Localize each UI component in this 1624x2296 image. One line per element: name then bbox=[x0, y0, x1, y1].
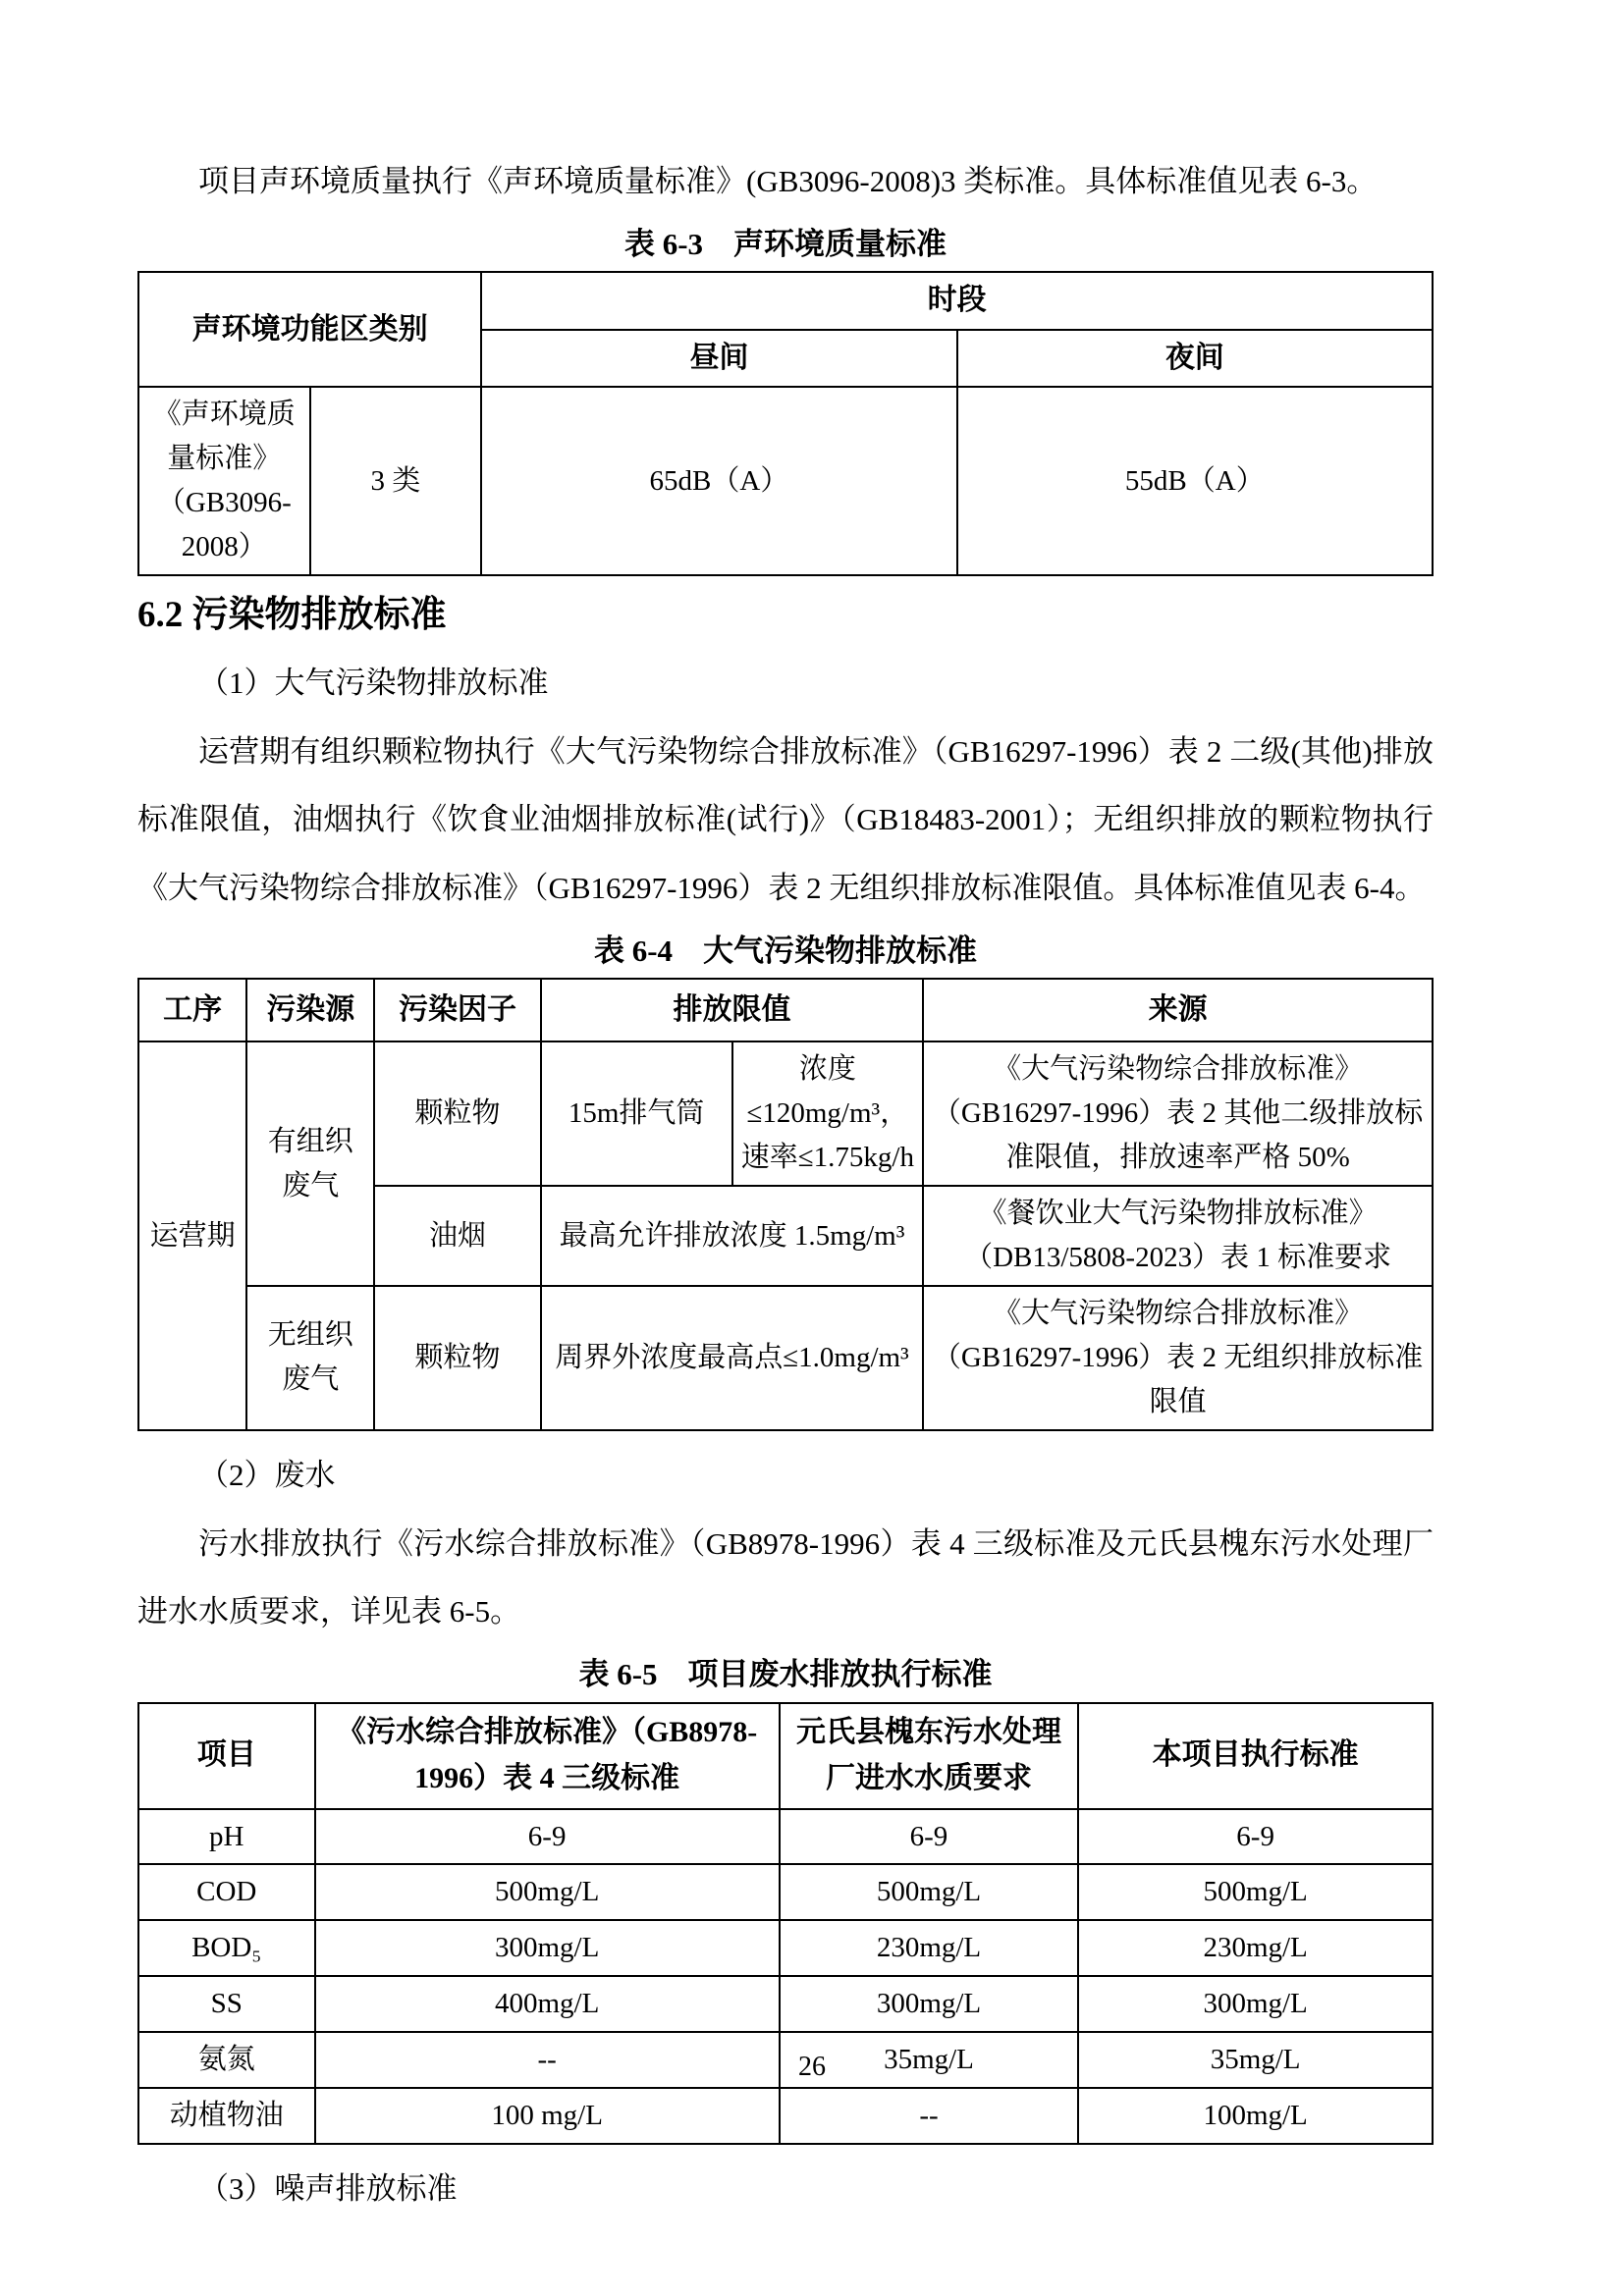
table-row bbox=[138, 1286, 1433, 1430]
table-cell-limit: 周界外浓度最高点≤1.0mg/m³ bbox=[541, 1286, 923, 1430]
table-cell: 100 mg/L bbox=[315, 2088, 780, 2144]
table-cell: 230mg/L bbox=[1078, 1920, 1433, 1976]
table-cell-source: 无组织废气 bbox=[246, 1286, 374, 1430]
table-cell: 500mg/L bbox=[1078, 1864, 1433, 1920]
paragraph-wastewater: 污水排放执行《污水综合排放标准》（GB8978-1996）表 4 三级标准及元氏县槐东污水处理厂进水水质要求，详见表 6-5。 bbox=[137, 1525, 1434, 1629]
table-cell: 65dB（A） bbox=[481, 387, 956, 575]
table-cell-factor: 颗粒物 bbox=[374, 1286, 541, 1430]
page-content bbox=[137, 147, 1434, 2223]
table-cell: 300mg/L bbox=[780, 1976, 1079, 2032]
table-header-cell: 工序 bbox=[138, 979, 246, 1041]
table-cell: 35mg/L bbox=[1078, 2032, 1433, 2088]
table-cell: -- bbox=[780, 2088, 1079, 2144]
table-row bbox=[138, 2088, 1433, 2144]
table-header-cell: 本项目执行标准 bbox=[1078, 1703, 1433, 1809]
table-cell-limit: 浓度≤120mg/m³，速率≤1.75kg/h bbox=[732, 1041, 924, 1186]
table-header-cell: 污染源 bbox=[246, 979, 374, 1041]
page-number: 26 bbox=[798, 2052, 826, 2082]
table-cell: 400mg/L bbox=[315, 1976, 780, 2032]
table-cell: -- bbox=[315, 2032, 780, 2088]
table-cell-origin: 《大气污染物综合排放标准》（GB16297-1996）表 2 其他二级排放标准限值，排放速率严格 50% bbox=[923, 1041, 1433, 1186]
list-item-wastewater: （2）废水 bbox=[198, 1457, 336, 1492]
table-cell-limit-sub: 15m排气筒 bbox=[541, 1041, 732, 1186]
table-6-4-air-emission bbox=[137, 978, 1434, 1431]
table-cell: COD bbox=[138, 1864, 315, 1920]
table-cell: 6-9 bbox=[1078, 1809, 1433, 1865]
table-cell: SS bbox=[138, 1976, 315, 2032]
table-cell: 动植物油 bbox=[138, 2088, 315, 2144]
table-header-cell: 《污水综合排放标准》（GB8978-1996）表 4 三级标准 bbox=[315, 1703, 780, 1809]
table-cell-stage: 运营期 bbox=[138, 1041, 246, 1430]
table-header-cell: 污染因子 bbox=[374, 979, 541, 1041]
table-cell: 500mg/L bbox=[780, 1864, 1079, 1920]
table-header-cell: 声环境功能区类别 bbox=[138, 272, 481, 387]
table-row bbox=[138, 272, 1433, 330]
table-header-cell: 昼间 bbox=[481, 330, 956, 388]
table-cell-origin: 《大气污染物综合排放标准》（GB16297-1996）表 2 无组织排放标准限值 bbox=[923, 1286, 1433, 1430]
table-cell: 6-9 bbox=[315, 1809, 780, 1865]
paragraph-noise-quality: 项目声环境质量执行《声环境质量标准》(GB3096-2008)3 类标准。具体标准值见表 6-3。 bbox=[198, 164, 1378, 198]
list-item-noise-standard: （3）噪声排放标准 bbox=[198, 2171, 458, 2207]
table-row bbox=[138, 1920, 1433, 1976]
table-cell: 300mg/L bbox=[1078, 1976, 1433, 2032]
paragraph-air-emission: 运营期有组织颗粒物执行《大气污染物综合排放标准》（GB16297-1996）表 2 二级(其他)排放标准限值，油烟执行《饮食业油烟排放标准(试行)》（GB18483-2001）；无组织排放的颗粒物执行《大气污染物综合排放标准》（GB16297-1996）表 2 无组织排放标准限值。具体标准值见表 6-4。 bbox=[137, 733, 1434, 906]
table-row bbox=[138, 1703, 1433, 1809]
table-cell: 230mg/L bbox=[780, 1920, 1079, 1976]
table-row bbox=[138, 1864, 1433, 1920]
table-header-cell: 夜间 bbox=[957, 330, 1433, 388]
table-header-cell: 时段 bbox=[481, 272, 1433, 330]
table-cell: pH bbox=[138, 1809, 315, 1865]
table-row bbox=[138, 979, 1433, 1041]
table-6-3-caption: 表 6-3 声环境质量标准 bbox=[623, 226, 947, 261]
table-header-cell: 项目 bbox=[138, 1703, 315, 1809]
table-6-5-caption: 表 6-5 项目废水排放执行标准 bbox=[578, 1657, 993, 1692]
table-row bbox=[138, 1809, 1433, 1865]
list-item-air-standard: （1）大气污染物排放标准 bbox=[198, 665, 549, 700]
table-cell: 500mg/L bbox=[315, 1864, 780, 1920]
table-cell-limit: 最高允许排放浓度 1.5mg/m³ bbox=[541, 1186, 923, 1286]
table-cell: 35mg/L bbox=[780, 2032, 1079, 2088]
table-cell-source: 有组织废气 bbox=[246, 1041, 374, 1286]
table-header-cell: 排放限值 bbox=[541, 979, 923, 1041]
table-cell: 氨氮 bbox=[138, 2032, 315, 2088]
table-cell: 6-9 bbox=[780, 1809, 1079, 1865]
table-header-cell: 来源 bbox=[923, 979, 1433, 1041]
table-cell: BOD₅ bbox=[138, 1920, 315, 1976]
section-heading-6-2: 6.2 污染物排放标准 bbox=[137, 595, 447, 635]
table-cell: 3 类 bbox=[310, 387, 482, 575]
table-row bbox=[138, 1976, 1433, 2032]
table-cell-factor: 油烟 bbox=[374, 1186, 541, 1286]
table-row bbox=[138, 387, 1433, 575]
table-cell-factor: 颗粒物 bbox=[374, 1041, 541, 1186]
table-cell: 55dB（A） bbox=[957, 387, 1433, 575]
table-cell: 《声环境质量标准》（GB3096-2008） bbox=[138, 387, 310, 575]
table-6-4-caption: 表 6-4 大气污染物排放标准 bbox=[593, 933, 978, 968]
table-cell-origin: 《餐饮业大气污染物排放标准》（DB13/5808-2023）表 1 标准要求 bbox=[923, 1186, 1433, 1286]
table-cell: 100mg/L bbox=[1078, 2088, 1433, 2144]
table-6-3-noise-quality bbox=[137, 271, 1434, 576]
table-cell: 300mg/L bbox=[315, 1920, 780, 1976]
table-header-cell: 元氏县槐东污水处理厂进水水质要求 bbox=[780, 1703, 1079, 1809]
table-row bbox=[138, 1041, 1433, 1186]
